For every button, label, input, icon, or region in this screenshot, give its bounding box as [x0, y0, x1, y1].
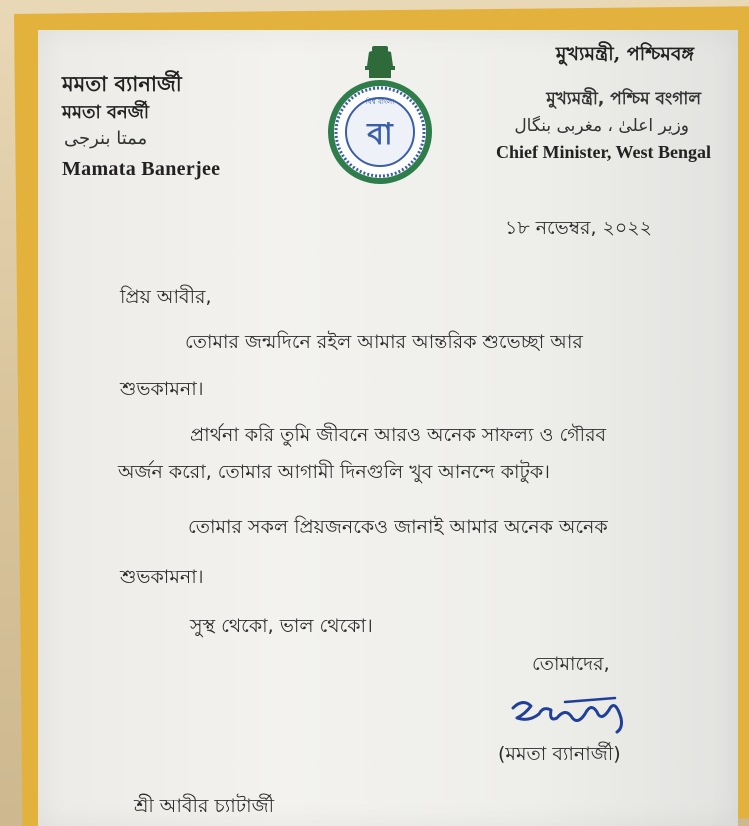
title-bengali-stylized: মুখ্যমন্ত্রী, পশ্চিমবঙ্গ	[555, 43, 694, 65]
name-bengali: মমতা বনর্জী	[62, 102, 149, 123]
salutation: প্রিয় আবীর,	[120, 286, 212, 308]
closing-wish: সুস্থ থেকো, ভাল থেকো।	[190, 615, 373, 637]
letter-date: ১৮ নভেম্বর, ২০২২	[505, 217, 652, 239]
emblem-text: বিশ্ব বাংলা	[365, 98, 395, 106]
name-english: Mamata Banerjee	[62, 158, 221, 180]
lion-capital-icon	[365, 46, 395, 78]
title-english: Chief Minister, West Bengal	[496, 142, 711, 162]
paragraph1-line1: তোমার জন্মদিনে রইল আমার আন্তরিক শুভেচ্ছা আর	[185, 331, 583, 353]
title-urdu: وزیر اعلیٰ ، مغربی بنگال	[514, 116, 689, 136]
recipient-name: শ্রী আবীর চ্যাটার্জী	[134, 795, 275, 817]
paragraph2-line1: প্রার্থনা করি তুমি জীবনে আরও অনেক সাফল্য ও গৌরব	[190, 424, 607, 446]
paragraph1-line2: শুভকামনা।	[120, 378, 204, 400]
closing-phrase: তোমাদের,	[532, 653, 610, 675]
paragraph3-line1: তোমার সকল প্রিয়জনকেও জানাই আমার অনেক অনেক	[188, 516, 608, 538]
name-urdu: ممتا بنرجی	[64, 128, 148, 149]
name-bengali-stylized: মমতা ব্যানার্জী	[62, 71, 182, 96]
paragraph3-line2: শুভকামনা।	[120, 566, 204, 588]
handwritten-signature	[505, 688, 645, 738]
paragraph2-line2: অর্জন করো, তোমার আগামী দিনগুলি খুব আনন্দে কাটুক।	[118, 461, 550, 483]
biswa-bangla-emblem	[325, 44, 435, 194]
signatory-name: (মমতা ব্যানার্জী)	[498, 743, 621, 765]
title-bengali: মুখ্যমন্ত্রী, পশ্চিম বংগাল	[546, 89, 701, 109]
emblem-letter: বা	[367, 117, 393, 152]
